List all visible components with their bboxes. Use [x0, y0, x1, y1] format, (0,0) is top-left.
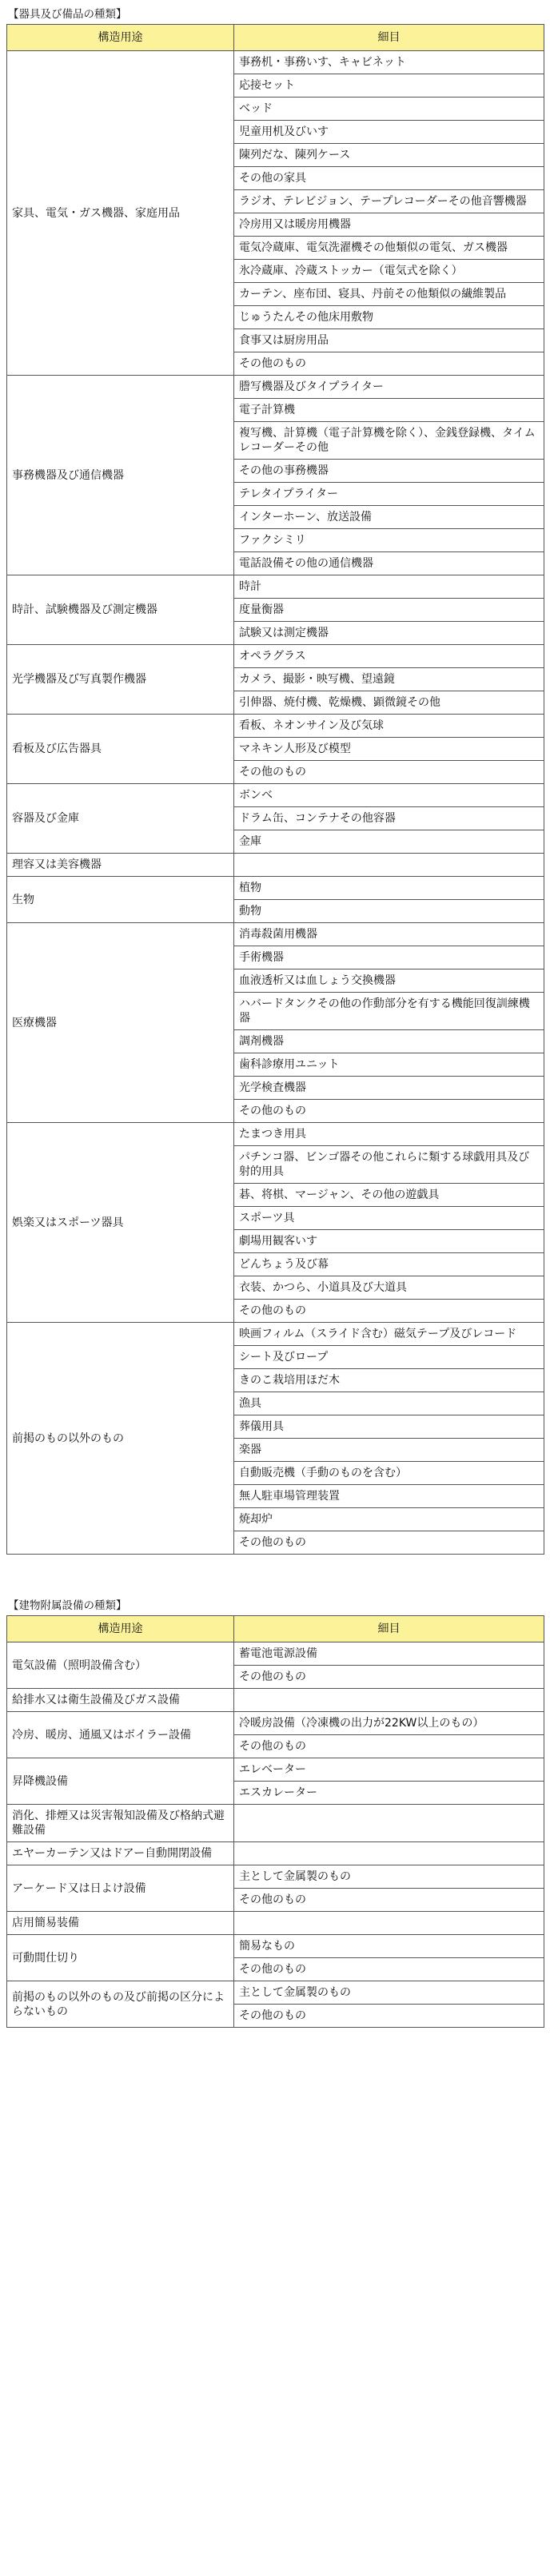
structure-use-cell: 昇降機設備 — [7, 1758, 234, 1805]
detail-cell: その他のもの — [234, 1735, 544, 1758]
detail-cell: ハバードタンクその他の作動部分を有する機能回復訓練機器 — [234, 993, 544, 1030]
detail-cell: 謄写機器及びタイプライター — [234, 376, 544, 399]
detail-cell: きのこ栽培用ほだ木 — [234, 1369, 544, 1392]
detail-cell: ファクシミリ — [234, 529, 544, 552]
structure-use-cell: 事務機器及び通信機器 — [7, 376, 234, 575]
detail-cell: 主として金属製のもの — [234, 1865, 544, 1889]
table-row — [7, 1689, 544, 1712]
detail-cell: その他のもの — [234, 1531, 544, 1555]
detail-cell: 衣装、かつら、小道具及び大道具 — [234, 1276, 544, 1300]
document-body — [6, 6, 544, 2028]
detail-cell: 植物 — [234, 877, 544, 900]
detail-cell: ドラム缶、コンテナその他容器 — [234, 807, 544, 830]
detail-cell: 映画フィルム（スライド含む）磁気テープ及びレコード — [234, 1323, 544, 1346]
detail-cell: 氷冷蔵庫、冷蔵ストッカー（電気式を除く） — [234, 260, 544, 283]
detail-cell: その他のもの — [234, 1300, 544, 1323]
table-row — [7, 1842, 544, 1865]
detail-cell: 陳列だな、陳列ケース — [234, 144, 544, 167]
detail-cell: 光学検査機器 — [234, 1077, 544, 1100]
table-row — [7, 1712, 544, 1735]
table-row — [7, 1323, 544, 1346]
table-row — [7, 1935, 544, 1958]
detail-cell: 冷暖房設備（冷凍機の出力が22KW以上のもの） — [234, 1712, 544, 1735]
detail-cell: 自動販売機（手動のものを含む） — [234, 1462, 544, 1485]
detail-cell: その他のもの — [234, 352, 544, 376]
structure-use-cell: 家具、電気・ガス機器、家庭用品 — [7, 51, 234, 376]
detail-cell: その他のもの — [234, 1889, 544, 1912]
column-header-detail: 細目 — [234, 1616, 544, 1642]
detail-cell: 簡易なもの — [234, 1935, 544, 1958]
detail-cell: 電話設備その他の通信機器 — [234, 552, 544, 575]
building-facilities-table — [6, 1615, 544, 2028]
detail-cell: マネキン人形及び模型 — [234, 738, 544, 761]
structure-use-cell: アーケード又は日よけ設備 — [7, 1865, 234, 1912]
detail-cell: 歯科診療用ユニット — [234, 1053, 544, 1077]
detail-cell: 複写機、計算機（電子計算機を除く）、金銭登録機、タイムレコーダーその他 — [234, 422, 544, 460]
detail-cell: 児童用机及びいす — [234, 121, 544, 144]
structure-use-cell: 電気設備（照明設備含む） — [7, 1642, 234, 1689]
detail-cell: エレベーター — [234, 1758, 544, 1782]
structure-use-cell: 前掲のもの以外のもの及び前掲の区分によらないもの — [7, 1981, 234, 2028]
detail-cell — [234, 854, 544, 877]
detail-cell: 食事又は厨房用品 — [234, 329, 544, 352]
structure-use-cell: 娯楽又はスポーツ器具 — [7, 1123, 234, 1323]
table-row — [7, 645, 544, 668]
structure-use-cell: 光学機器及び写真製作機器 — [7, 645, 234, 715]
structure-use-cell: 生物 — [7, 877, 234, 923]
detail-cell: 冷房用又は暖房用機器 — [234, 213, 544, 237]
structure-use-cell: 給排水又は衛生設備及びガス設備 — [7, 1689, 234, 1712]
structure-use-cell: 医療機器 — [7, 923, 234, 1123]
equipment-types-table — [6, 24, 544, 1555]
structure-use-cell: 理容又は美容機器 — [7, 854, 234, 877]
detail-cell: 時計 — [234, 575, 544, 599]
detail-cell: その他の家具 — [234, 167, 544, 190]
detail-cell: 電気冷蔵庫、電気洗濯機その他類似の電気、ガス機器 — [234, 237, 544, 260]
table-row — [7, 1642, 544, 1666]
detail-cell: カーテン、座布団、寝具、丹前その他類似の繊維製品 — [234, 283, 544, 306]
detail-cell: 劇場用観客いす — [234, 1230, 544, 1253]
table-row — [7, 575, 544, 599]
structure-use-cell: 可動間仕切り — [7, 1935, 234, 1981]
detail-cell: 血液透析又は血しょう交換機器 — [234, 969, 544, 993]
table-header-row — [7, 1616, 544, 1642]
structure-use-cell: 消化、排煙又は災害報知設備及び格納式避難設備 — [7, 1805, 234, 1842]
table-row — [7, 715, 544, 738]
structure-use-cell: 店用簡易装備 — [7, 1912, 234, 1935]
detail-cell: その他のもの — [234, 2005, 544, 2028]
detail-cell: 焼却炉 — [234, 1508, 544, 1531]
detail-cell: その他の事務機器 — [234, 460, 544, 483]
column-header-use: 構造用途 — [7, 1616, 234, 1642]
table-row — [7, 923, 544, 946]
detail-cell: 動物 — [234, 900, 544, 923]
detail-cell: その他のもの — [234, 1958, 544, 1981]
table-row — [7, 877, 544, 900]
section-title: 【建物附属設備の種類】 — [8, 1599, 127, 1612]
detail-cell — [234, 1912, 544, 1935]
detail-cell: 手術機器 — [234, 946, 544, 969]
section-spacer — [6, 1555, 544, 1596]
detail-cell: ラジオ、テレビジョン、テープレコーダーその他音響機器 — [234, 190, 544, 213]
column-header-detail: 細目 — [234, 25, 544, 51]
detail-cell: その他のもの — [234, 1666, 544, 1689]
column-header-use: 構造用途 — [7, 25, 234, 51]
detail-cell: 楽器 — [234, 1439, 544, 1462]
structure-use-cell: 冷房、暖房、通風又はボイラー設備 — [7, 1712, 234, 1758]
detail-cell: ベッド — [234, 98, 544, 121]
table-row — [7, 854, 544, 877]
detail-cell: パチンコ器、ビンゴ器その他これらに類する球戯用具及び射的用具 — [234, 1146, 544, 1184]
structure-use-cell: エヤーカーテン又はドアー自動開閉設備 — [7, 1842, 234, 1865]
table-row — [7, 376, 544, 399]
detail-cell: 電子計算機 — [234, 399, 544, 422]
detail-cell: 事務机・事務いす、キャビネット — [234, 51, 544, 74]
structure-use-cell: 前掲のもの以外のもの — [7, 1323, 234, 1555]
detail-cell: 応接セット — [234, 74, 544, 98]
detail-cell — [234, 1689, 544, 1712]
detail-cell: その他のもの — [234, 1100, 544, 1123]
detail-cell: たまつき用具 — [234, 1123, 544, 1146]
structure-use-cell: 看板及び広告器具 — [7, 715, 234, 784]
detail-cell: じゅうたんその他床用敷物 — [234, 306, 544, 329]
table-row — [7, 1912, 544, 1935]
detail-cell: 漁具 — [234, 1392, 544, 1415]
detail-cell: オペラグラス — [234, 645, 544, 668]
detail-cell: 消毒殺菌用機器 — [234, 923, 544, 946]
detail-cell — [234, 1805, 544, 1842]
table-header-row — [7, 25, 544, 51]
detail-cell: インターホーン、放送設備 — [234, 506, 544, 529]
detail-cell: スポーツ具 — [234, 1207, 544, 1230]
detail-cell: どんちょう及び幕 — [234, 1253, 544, 1276]
detail-cell: 調剤機器 — [234, 1030, 544, 1053]
detail-cell: 葬儀用具 — [234, 1415, 544, 1439]
detail-cell: 看板、ネオンサイン及び気球 — [234, 715, 544, 738]
detail-cell: シート及びロープ — [234, 1346, 544, 1369]
detail-cell — [234, 1842, 544, 1865]
detail-cell: カメラ、撮影・映写機、望遠鏡 — [234, 668, 544, 691]
detail-cell: 碁、将棋、マージャン、その他の遊戯具 — [234, 1184, 544, 1207]
table-row — [7, 51, 544, 74]
detail-cell: 無人駐車場管理装置 — [234, 1485, 544, 1508]
detail-cell: 度量衡器 — [234, 599, 544, 622]
detail-cell: エスカレーター — [234, 1782, 544, 1805]
section-title: 【器具及び備品の種類】 — [8, 8, 127, 21]
detail-cell: その他のもの — [234, 761, 544, 784]
detail-cell: 金庫 — [234, 830, 544, 854]
table-row — [7, 1123, 544, 1146]
table-row — [7, 1865, 544, 1889]
detail-cell: 引伸器、焼付機、乾燥機、顕微鏡その他 — [234, 691, 544, 715]
table-row — [7, 1805, 544, 1842]
table-row — [7, 1981, 544, 2005]
detail-cell: 試験又は測定機器 — [234, 622, 544, 645]
structure-use-cell: 時計、試験機器及び測定機器 — [7, 575, 234, 645]
detail-cell: 主として金属製のもの — [234, 1981, 544, 2005]
detail-cell: テレタイプライター — [234, 483, 544, 506]
detail-cell: ボンベ — [234, 784, 544, 807]
table-row — [7, 1758, 544, 1782]
structure-use-cell: 容器及び金庫 — [7, 784, 234, 854]
detail-cell: 蓄電池電源設備 — [234, 1642, 544, 1666]
table-row — [7, 784, 544, 807]
